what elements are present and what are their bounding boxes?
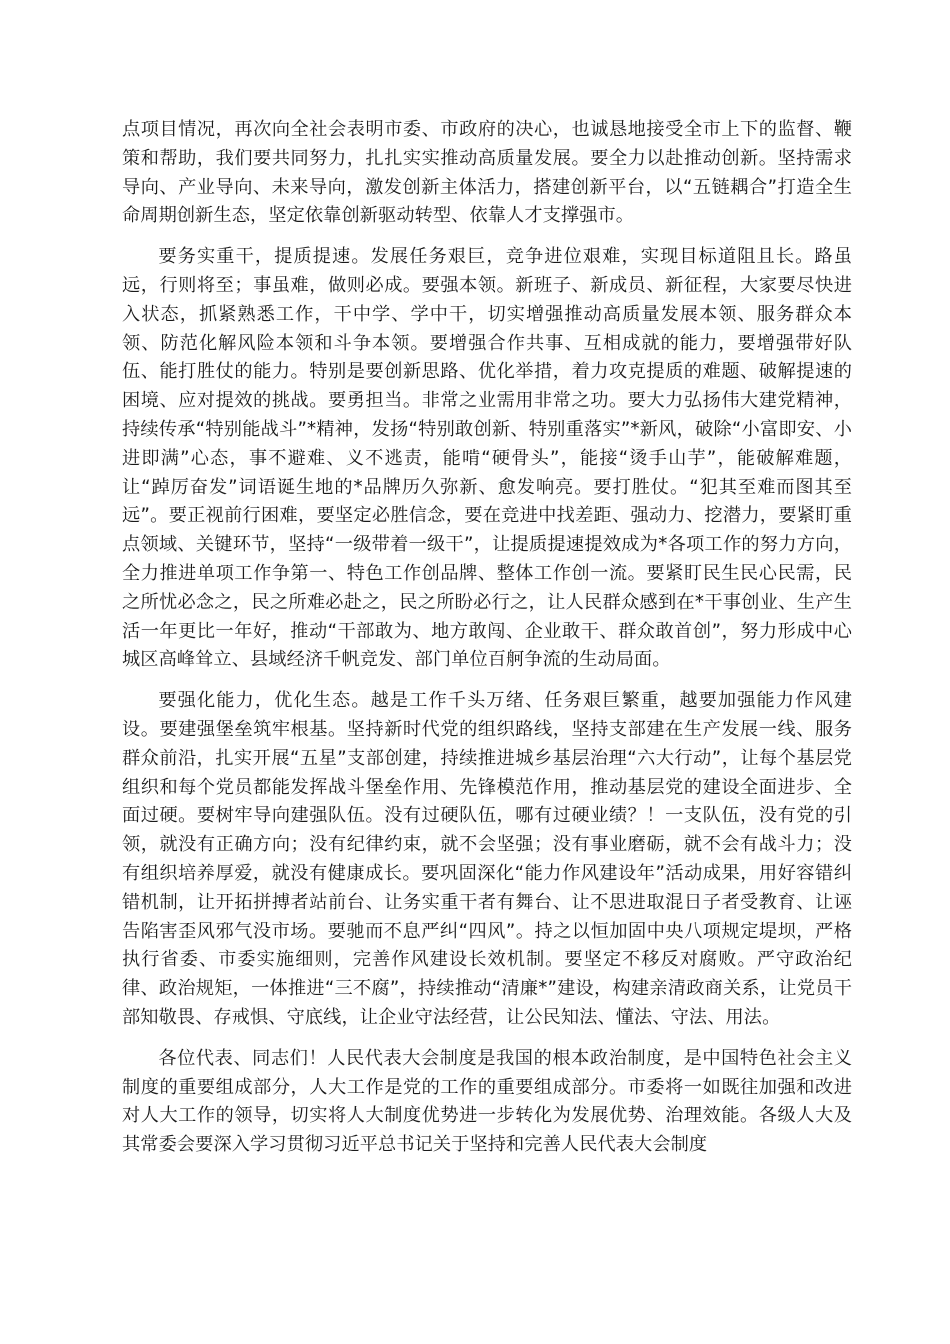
paragraph-2: 要务实重干，提质提速。发展任务艰巨，竞争进位艰难，实现目标道阻且长。路虽远，行则将至；事虽难，做则必成。要强本领。新班子、新成员、新征程，大家要尽快进入状态，抓紧熟悉工作，干中学、学中干，切实增强推动高质量发展本领、服务群众本领、防范化解风险本领和斗争本领。要增强合作共事、互相成就的能力，要增强带好队伍、能打胜仗的能力。特别是要创新思路、优化举措，着力攻克提质的难题、破解提速的困境、应对提效的挑战。要勇担当。非常之业需用非常之功。要大力弘扬伟大建党精神，持续传承“特别能战斗”*精神，发扬“特别敢创新、特别重落实”*新风，破除“小富即安、小进即满”心态，事不避难、义不逃责，能啃“硬骨头”，能接“烫手山芋”，能破解难题，让“踔厉奋发”词语诞生地的*品牌历久弥新、愈发响亮。要打胜仗。“犯其至难而图其至远”。要正视前行困难，要坚定必胜信念，要在竞进中找差距、强动力、挖潜力，要紧盯重点领域、关键环节，坚持“一级带着一级干”，让提质提速提效成为*各项工作的努力方向，全力推进单项工作争第一、特色工作创品牌、整体工作创一流。要紧盯民生民心民需，民之所忧必念之，民之所难必赴之，民之所盼必行之，让人民群众感到在*干事创业、生产生活一年更比一年好，推动“干部敢为、地方敢闯、企业敢干、群众敢首创”，努力形成中心城区高峰耸立、县域经济千帆竞发、部门单位百舸争流的生动局面。 (122, 246, 852, 671)
document-body (122, 116, 852, 1160)
paragraph-1: 点项目情况，再次向全社会表明市委、市政府的决心，也诚恳地接受全市上下的监督、鞭策和帮助，我们要共同努力，扎扎实实推动高质量发展。要全力以赴推动创新。坚持需求导向、产业导向、未来导向，激发创新主体活力，搭建创新平台，以“五链耦合”打造全生命周期创新生态，坚定依靠创新驱动转型、依靠人才支撑强市。 (122, 119, 852, 227)
paragraph-3: 要强化能力，优化生态。越是工作千头万绪、任务艰巨繁重，越要加强能力作风建设。要建强堡垒筑牢根基。坚持新时代党的组织路线，坚持支部建在生产发展一线、服务群众前沿，扎实开展“五星”支部创建，持续推进城乡基层治理“六大行动”，让每个基层党组织和每个党员都能发挥战斗堡垒作用、先锋模范作用，推动基层党的建设全面进步、全面过硬。要树牢导向建强队伍。没有过硬队伍，哪有过硬业绩？！一支队伍，没有党的引领，就没有正确方向；没有纪律约束，就不会坚强；没有事业磨砺，就不会有战斗力；没有组织培养厚爱，就没有健康成长。要巩固深化“能力作风建设年”活动成果，用好容错纠错机制，让开拓拼搏者站前台、让务实重干者有舞台、让不思进取混日子者受教育、让诬告陷害歪风邪气没市场。要驰而不息严纠“四风”。持之以恒加固中央八项规定堤坝，严格执行省委、市委实施细则，完善作风建设长效机制。要坚定不移反对腐败。严守政治纪律、政治规矩，一体推进“三不腐”，持续推动“清廉*”建设，构建亲清政商关系，让党员干部知敬畏、存戒惧、守底线，让企业守法经营，让公民知法、懂法、守法、用法。 (122, 690, 852, 1028)
paragraph-4: 各位代表、同志们！人民代表大会制度是我国的根本政治制度，是中国特色社会主义制度的重要组成部分，人大工作是党的工作的重要组成部分。市委将一如既往加强和改进对人大工作的领导，切实将人大制度优势进一步转化为发展优势、治理效能。各级人大及其常委会要深入学习贯彻习近平总书记关于坚持和完善人民代表大会制度 (122, 1047, 852, 1156)
